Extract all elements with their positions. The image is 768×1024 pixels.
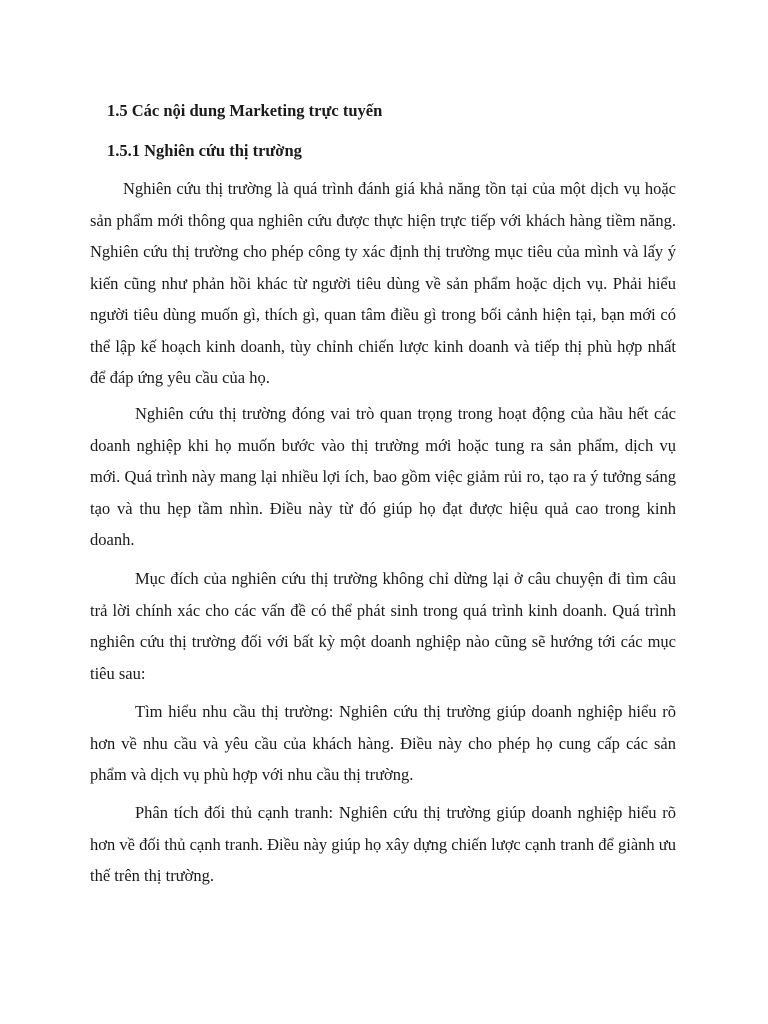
section-heading: 1.5 Các nội dung Marketing trực tuyến: [107, 101, 383, 120]
paragraph-competitor-analysis: Phân tích đối thủ cạnh tranh: Nghiên cứu thị trường giúp doanh nghiệp hiểu rõ hơn về đối thủ cạnh tranh. Điều này giúp họ xây dựng chiến lược cạnh tranh để giành ưu thế trên thị trường.: [90, 803, 676, 885]
paragraph-market-research-definition: Nghiên cứu thị trường là quá trình đánh giá khả năng tồn tại của một dịch vụ hoặc sản phẩm mới thông qua nghiên cứu được thực hiện trực tiếp với khách hàng tiềm năng. Nghiên cứu thị trường cho phép công ty xác định thị trường mục tiêu của mình và lấy ý kiến cũng như phản hồi khác từ người tiêu dùng về sản phẩm hoặc dịch vụ. Phải hiểu người tiêu dùng muốn gì, thích gì, quan tâm điều gì trong bối cảnh hiện tại, bạn mới có thể lập kế hoạch kinh doanh, tùy chỉnh chiến lược kinh doanh và tiếp thị phù hợp nhất để đáp ứng yêu cầu của họ.: [90, 179, 676, 387]
paragraph-market-research-purpose: Mục đích của nghiên cứu thị trường không chỉ dừng lại ở câu chuyện đi tìm câu trả lời chính xác cho các vấn đề có thể phát sinh trong quá trình kinh doanh. Quá trình nghiên cứu thị trường đối với bất kỳ một doanh nghiệp nào cũng sẽ hướng tới các mục tiêu sau:: [90, 569, 676, 683]
paragraph-market-research-role: Nghiên cứu thị trường đóng vai trò quan trọng trong hoạt động của hầu hết các doanh nghiệp khi họ muốn bước vào thị trường mới hoặc tung ra sản phẩm, dịch vụ mới. Quá trình này mang lại nhiều lợi ích, bao gồm việc giảm rủi ro, tạo ra ý tưởng sáng tạo và thu hẹp tầm nhìn. Điều này từ đó giúp họ đạt được hiệu quả cao trong kinh doanh.: [90, 404, 676, 549]
subsection-heading: 1.5.1 Nghiên cứu thị trường: [107, 141, 302, 160]
paragraph-understand-market-needs: Tìm hiểu nhu cầu thị trường: Nghiên cứu thị trường giúp doanh nghiệp hiểu rõ hơn về nhu cầu và yêu cầu của khách hàng. Điều này cho phép họ cung cấp các sản phẩm và dịch vụ phù hợp với nhu cầu thị trường.: [90, 702, 676, 784]
